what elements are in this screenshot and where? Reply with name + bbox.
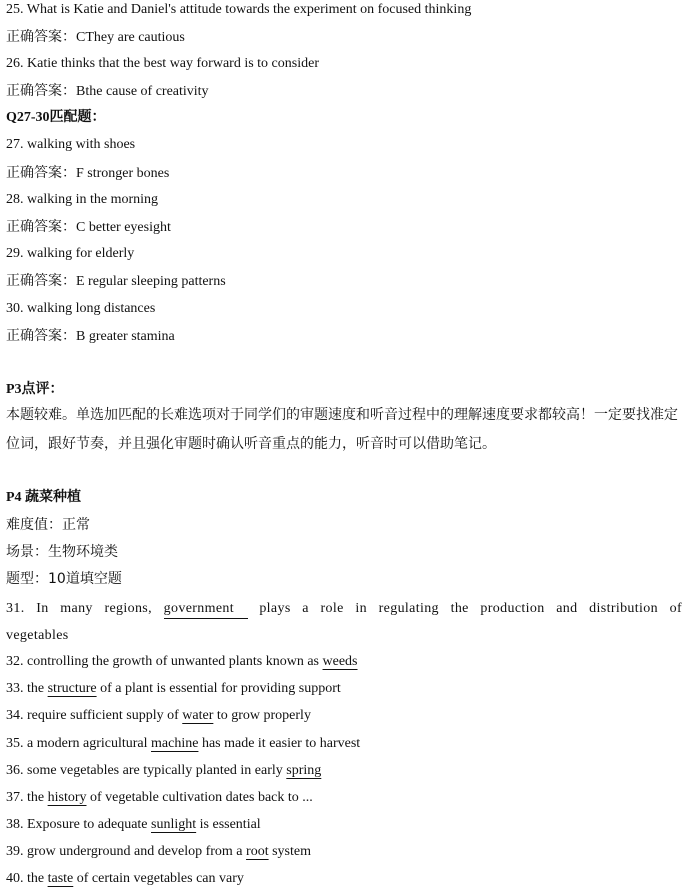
fill-question-37: 37. the history of vegetable cultivation dates back to ...: [6, 790, 313, 805]
question-28: 28. walking in the morning: [6, 192, 159, 207]
matching-heading: Q27-30匹配题：: [6, 110, 106, 125]
p4-difficulty: 难度值：正常: [6, 517, 90, 533]
fill-question-33: 33. the structure of a plant is essential for providing support: [6, 681, 341, 696]
question-26: 26. Katie thinks that the best way forward is to consider: [6, 56, 319, 71]
fill-answer-39: root: [246, 844, 269, 859]
answer-25: 正确答案：CThey are cautious: [6, 29, 185, 45]
answer-26: 正确答案：Bthe cause of creativity: [6, 83, 209, 99]
fill-question-39: 39. grow underground and develop from a root system: [6, 844, 311, 859]
fill-question-31: 31. In many regions, government plays a role in regulating the production and distribution of vegetables: [6, 601, 682, 643]
fill-answer-38: sunlight: [151, 817, 197, 832]
fill-answer-34: water: [182, 708, 214, 723]
p3-heading: P3点评：: [6, 382, 64, 397]
p4-scene: 场景：生物环境类: [6, 544, 118, 560]
fill-question-34: 34. require sufficient supply of water to grow properly: [6, 708, 311, 723]
fill-answer-37: history: [47, 790, 87, 805]
fill-question-40: 40. the taste of certain vegetables can vary: [6, 871, 244, 886]
fill-answer-32: weeds: [322, 654, 358, 669]
fill-answer-35: machine: [151, 736, 199, 751]
fill-answer-33: structure: [47, 681, 97, 696]
question-25: 25. What is Katie and Daniel's attitude towards the experiment on focused thinking: [6, 2, 472, 17]
answer-27: 正确答案：F stronger bones: [6, 165, 170, 181]
fill-question-35: 35. a modern agricultural machine has made it easier to harvest: [6, 736, 361, 751]
p4-heading: P4 蔬菜种植: [6, 490, 82, 505]
fill-answer-31: government: [164, 600, 248, 619]
fill-question-32: 32. controlling the growth of unwanted plants known as weeds: [6, 654, 358, 669]
fill-question-38: 38. Exposure to adequate sunlight is essential: [6, 817, 261, 832]
p4-question-type: 题型：10道填空题: [6, 571, 122, 587]
question-29: 29. walking for elderly: [6, 246, 135, 261]
question-30: 30. walking long distances: [6, 301, 156, 316]
answer-28: 正确答案：C better eyesight: [6, 219, 171, 235]
fill-answer-40: taste: [47, 871, 74, 886]
question-27: 27. walking with shoes: [6, 137, 136, 152]
p3-comment: 本题较难。单选加匹配的长难选项对于同学们的审题速度和听音过程中的理解速度要求都较高！一定要找准定位词，跟好节奏，并且强化审题时确认听音重点的能力，听音时可以借助笔记。: [6, 407, 678, 452]
fill-answer-36: spring: [286, 763, 322, 778]
answer-29: 正确答案：E regular sleeping patterns: [6, 273, 226, 289]
fill-question-36: 36. some vegetables are typically planted in early spring: [6, 763, 322, 778]
answer-30: 正确答案：B greater stamina: [6, 328, 175, 344]
